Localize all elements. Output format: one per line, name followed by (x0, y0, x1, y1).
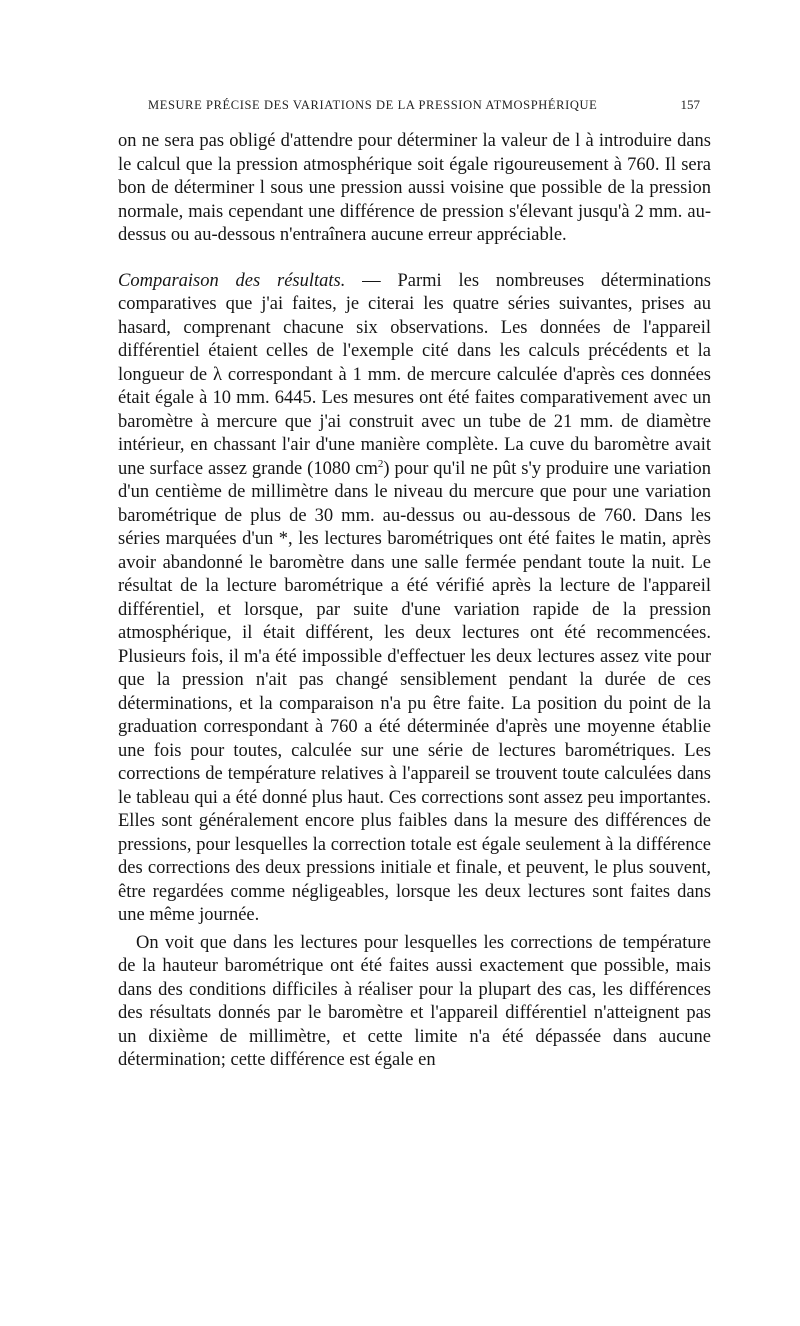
body-text (118, 130, 711, 1073)
superscript: 2 (377, 457, 384, 470)
paragraph-2 (118, 270, 711, 928)
section-title: Comparaison des résultats. (118, 270, 346, 291)
paragraph-3: On voit que dans les lectures pour lesquelles les corrections de température de la hauteur barométrique ont été faites aussi exactement que possible, mais dans des conditions difficiles à réaliser pour la plupart des cas, les différences des résultats donnés par le baromètre et l'appareil différentiel n'atteignent pas un dixième de millimètre, et cette limite n'a été dépassée dans aucune détermination; cette différence est égale en (118, 932, 711, 1070)
running-title: MESURE PRÉCISE DES VARIATIONS DE LA PRESSION ATMOSPHÉRIQUE (148, 98, 598, 112)
paragraph-2-text-part-2: ) pour qu'il ne pût s'y produire une variation d'un centième de millimètre dans le niveau du mercure que pour une variation barométrique de plus de 30 mm. au-dessus ou au-dessous de 760. Dans les séries marquées d'un *, les lectures barométriques ont été faites le matin, après avoir abandonné le baromètre dans une salle fermée pendant toute la nuit. Le résultat de la lecture barométrique a été vérifié après la lecture de l'appareil différentiel, et lorsque, par suite d'une variation rapide de la pression atmosphérique, il était différent, les deux lectures ont été recommencées. Plusieurs fois, il m'a été impossible d'effectuer les deux lectures assez vite pour que la pression n'ait pas changé sensiblement pendant la durée de ces déterminations, et la comparaison n'a pu être faite. La position du point de la graduation correspondant à 760 a été déterminée d'après une moyenne établie une fois pour toutes, calculée sur une série de lectures barométriques. Les corrections de température relatives à l'appareil se trouvent toute calculées dans le tableau qui a été donné plus haut. Ces corrections sont assez peu importantes. Elles sont généralement encore plus faibles dans la mesure des différences de pressions, pour lesquelles la correction totale est égale seulement à la différence des corrections des deux pressions initiale et finale, et peuvent, le plus souvent, être regardées comme négligeables, lorsque les deux lectures sont faites dans une même journée. (118, 458, 711, 925)
page-number: 157 (680, 97, 700, 112)
paragraph-1: on ne sera pas obligé d'attendre pour déterminer la valeur de l à introduire dans le calcul que la pression atmosphérique soit égale rigoureusement à 760. Il sera bon de déterminer l sous une pression aussi voisine que possible de la pression normale, mais cependant une différence de pression s'élevant jusqu'à 2 mm. au-dessus ou au-dessous n'entraînera aucune erreur appréciable. (118, 131, 711, 245)
paragraph-2-text-part-1: — Parmi les nombreuses déterminations comparatives que j'ai faites, je citerai les quatre séries suivantes, prises au hasard, comprenant chacune six observations. Les données de l'appareil différentiel étaient celles de l'exemple cité dans les calculs précédents et la longueur de λ correspondant à 1 mm. de mercure calculée d'après ces données était égale à 10 mm. 6445. Les mesures ont été faites comparativement avec un baromètre à mercure que j'ai construit avec un tube de 21 mm. de diamètre intérieur, en chassant l'air d'une manière complète. La cuve du baromètre avait une surface assez grande (1080 cm (118, 270, 711, 479)
